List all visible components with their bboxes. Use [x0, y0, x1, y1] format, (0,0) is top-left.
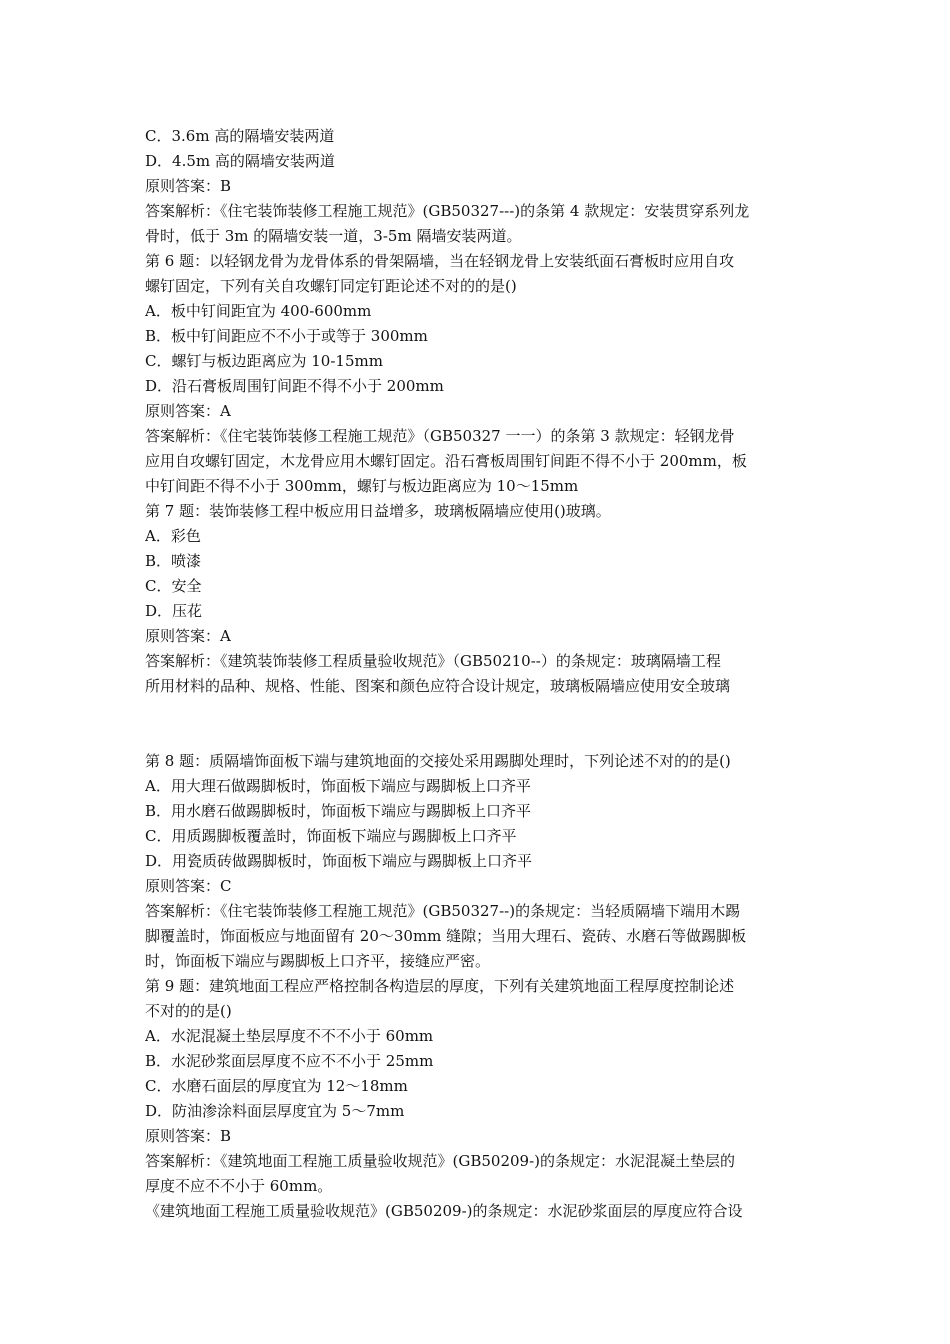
- question-8: 第 8 题：质隔墙饰面板下端与建筑地面的交接处采用踢脚处理时，下列论述不对的的是(): [145, 752, 731, 770]
- option-d-q7: D．压花: [145, 602, 203, 620]
- question-7: 第 7 题：装饰装修工程中板应用日益增多，玻璃板隔墙应使用()玻璃。: [145, 502, 611, 520]
- answer-q5: 原则答案：B: [145, 177, 232, 195]
- explanation-q8-line-1: 答案解析：《住宅装饰装修工程施工规范》(GB50327--)的条规定：当轻质隔墙下端用木踢: [145, 902, 741, 920]
- explanation-q5-line-1: 答案解析：《住宅装饰装修工程施工规范》(GB50327---)的条第 4 款规定：安装贯穿系列龙: [145, 202, 750, 220]
- option-b-q9: B．水泥砂浆面层厚度不应不不小于 25mm: [145, 1052, 434, 1070]
- option-a-q9: A．水泥混凝土垫层厚度不不不小于 60mm: [145, 1027, 434, 1045]
- answer-q8: 原则答案：C: [145, 877, 232, 895]
- question-9-line-1: 第 9 题：建筑地面工程应严格控制各构造层的厚度，下列有关建筑地面工程厚度控制论述: [145, 977, 735, 995]
- answer-q6: 原则答案：A: [145, 402, 231, 420]
- question-9-line-2: 不对的的是(): [145, 1002, 232, 1020]
- explanation-q8-line-3: 时，饰面板下端应与踢脚板上口齐平，接缝应严密。: [145, 952, 491, 970]
- explanation-q6-line-3: 中钉间距不得不小于 300mm，螺钉与板边距离应为 10～15mm: [145, 477, 579, 495]
- option-c-q8: C．用质踢脚板覆盖时，饰面板下端应与踢脚板上口齐平: [145, 827, 517, 845]
- explanation-q6-line-2: 应用自攻螺钉固定，木龙骨应用木螺钉固定。沿石膏板周围钉间距不得不小于 200mm，板: [145, 452, 747, 470]
- explanation-q7-line-2: 所用材料的品种、规格、性能、图案和颜色应符合设计规定，玻璃板隔墙应使用安全玻璃: [145, 677, 731, 695]
- document-body: [145, 124, 810, 1224]
- explanation-q9-line-3: 《建筑地面工程施工质量验收规范》(GB50209-)的条规定：水泥砂浆面层的厚度应符合设: [145, 1202, 743, 1220]
- question-6-line-2: 螺钉固定，下列有关自攻螺钉同定钉距论述不对的的是(): [145, 277, 517, 295]
- question-6-line-1: 第 6 题：以轻钢龙骨为龙骨体系的骨架隔墙，当在轻钢龙骨上安装纸面石膏板时应用自攻: [145, 252, 735, 270]
- explanation-q6-line-1: 答案解析：《住宅装饰装修工程施工规范》（GB50327 一一）的条第 3 款规定：轻钢龙骨: [145, 427, 735, 445]
- option-c-q5: C．3.6m 高的隔墙安装两道: [145, 127, 335, 145]
- paragraph-gap: [145, 699, 810, 749]
- option-b-q7: B．喷漆: [145, 552, 202, 570]
- option-d-q8: D．用瓷质砖做踢脚板时，饰面板下端应与踢脚板上口齐平: [145, 852, 533, 870]
- explanation-q9-line-2: 厚度不应不不小于 60mm。: [145, 1177, 333, 1195]
- answer-q9: 原则答案：B: [145, 1127, 232, 1145]
- explanation-q9-line-1: 答案解析：《建筑地面工程施工质量验收规范》(GB50209-)的条规定：水泥混凝土垫层的: [145, 1152, 735, 1170]
- option-d-q5: D．4.5m 高的隔墙安装两道: [145, 152, 335, 170]
- option-a-q7: A．彩色: [145, 527, 201, 545]
- option-b-q6: B．板中钉间距应不不小于或等于 300mm: [145, 327, 428, 345]
- option-d-q6: D．沿石膏板周围钉间距不得不小于 200mm: [145, 377, 444, 395]
- explanation-q5-line-2: 骨时，低于 3m 的隔墙安装一道，3-5m 隔墙安装两道。: [145, 227, 522, 245]
- explanation-q8-line-2: 脚覆盖时，饰面板应与地面留有 20～30mm 缝隙；当用大理石、瓷砖、水磨石等做踢脚板: [145, 927, 747, 945]
- explanation-q7-line-1: 答案解析：《建筑装饰装修工程质量验收规范》（GB50210--）的条规定：玻璃隔墙工程: [145, 652, 721, 670]
- option-d-q9: D．防油渗涂料面层厚度宜为 5～7mm: [145, 1102, 405, 1120]
- option-b-q8: B．用水磨石做踢脚板时，饰面板下端应与踢脚板上口齐平: [145, 802, 532, 820]
- option-c-q6: C．螺钉与板边距离应为 10-15mm: [145, 352, 383, 370]
- option-a-q6: A．板中钉间距宜为 400-600mm: [145, 302, 372, 320]
- option-c-q7: C．安全: [145, 577, 202, 595]
- option-a-q8: A．用大理石做踢脚板时，饰面板下端应与踢脚板上口齐平: [145, 777, 531, 795]
- answer-q7: 原则答案：A: [145, 627, 231, 645]
- option-c-q9: C．水磨石面层的厚度宜为 12～18mm: [145, 1077, 408, 1095]
